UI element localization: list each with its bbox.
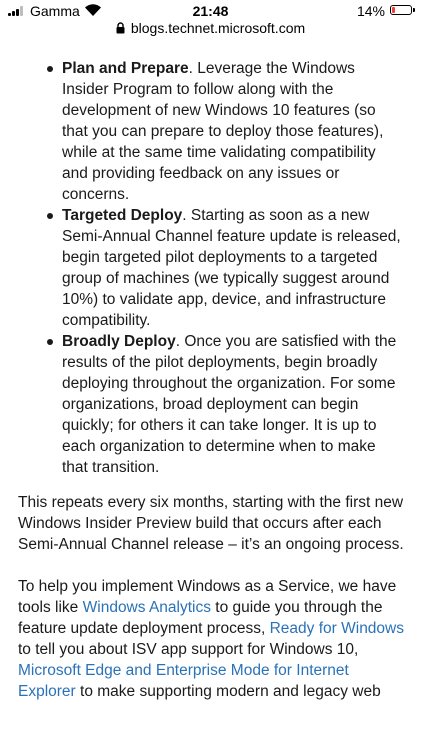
battery-percent: 14% bbox=[356, 3, 385, 19]
list-item-text: . Starting as soon as a new Semi-Annual Channel feature update is released, begin targeted pilot deployments to a targeted group of machines (we typically suggest around 10%) to validate app, device, and infrastructure compatibility. bbox=[62, 207, 401, 329]
paragraph-text: to tell you about ISV app support for Windows 10, bbox=[18, 641, 359, 658]
paragraph-text: To help you implement Windows as a Service, we have tools like bbox=[18, 578, 397, 616]
link-windows-analytics[interactable]: Windows Analytics bbox=[82, 599, 211, 616]
list-item-title: Plan and Prepare bbox=[62, 60, 189, 77]
link-ready-for-windows[interactable]: Ready for Windows bbox=[269, 620, 404, 637]
clock: 21:48 bbox=[192, 3, 229, 19]
deployment-steps-list bbox=[0, 58, 404, 478]
battery-icon bbox=[390, 5, 412, 15]
list-item-text: . Once you are satisfied with the results of the pilot deployments, begin broadly deploying throughout the organization. For some organizations, broad deployment can begin quickly; for others it can take longer. It is up to each organization to determine when to make that transition. bbox=[62, 333, 397, 476]
list-item bbox=[62, 58, 404, 205]
url-text: blogs.technet.microsoft.com bbox=[130, 20, 306, 36]
carrier-name: Gamma bbox=[30, 3, 80, 19]
list-item bbox=[62, 205, 404, 331]
list-item-text: . Leverage the Windows Insider Program to follow along with the development of new Windows 10 features (so that you can prepare to deploy those features), while at the same time validating compatibility and providing feedback on any issues or concerns. bbox=[62, 60, 384, 203]
link-edge-enterprise-mode[interactable]: Microsoft Edge and Enterprise Mode for Internet Explorer bbox=[18, 662, 349, 700]
list-item bbox=[62, 331, 404, 478]
lock-icon bbox=[116, 22, 125, 34]
address-bar[interactable] bbox=[0, 20, 421, 42]
paragraph-text: to guide you through the feature update deployment process, bbox=[18, 599, 383, 637]
article-content bbox=[0, 48, 421, 702]
list-item-title: Targeted Deploy bbox=[62, 207, 183, 224]
paragraph-text: to make supporting modern and legacy web bbox=[75, 683, 381, 700]
list-item-title: Broadly Deploy bbox=[62, 333, 176, 350]
paragraph-repeat: This repeats every six months, starting with the first new Windows Insider Preview build that occurs after each Semi-Annual Channel release – it’s an ongoing process. bbox=[18, 494, 404, 553]
paragraph-tools bbox=[18, 576, 404, 702]
status-bar bbox=[0, 0, 421, 22]
battery-level-fill bbox=[392, 7, 395, 13]
